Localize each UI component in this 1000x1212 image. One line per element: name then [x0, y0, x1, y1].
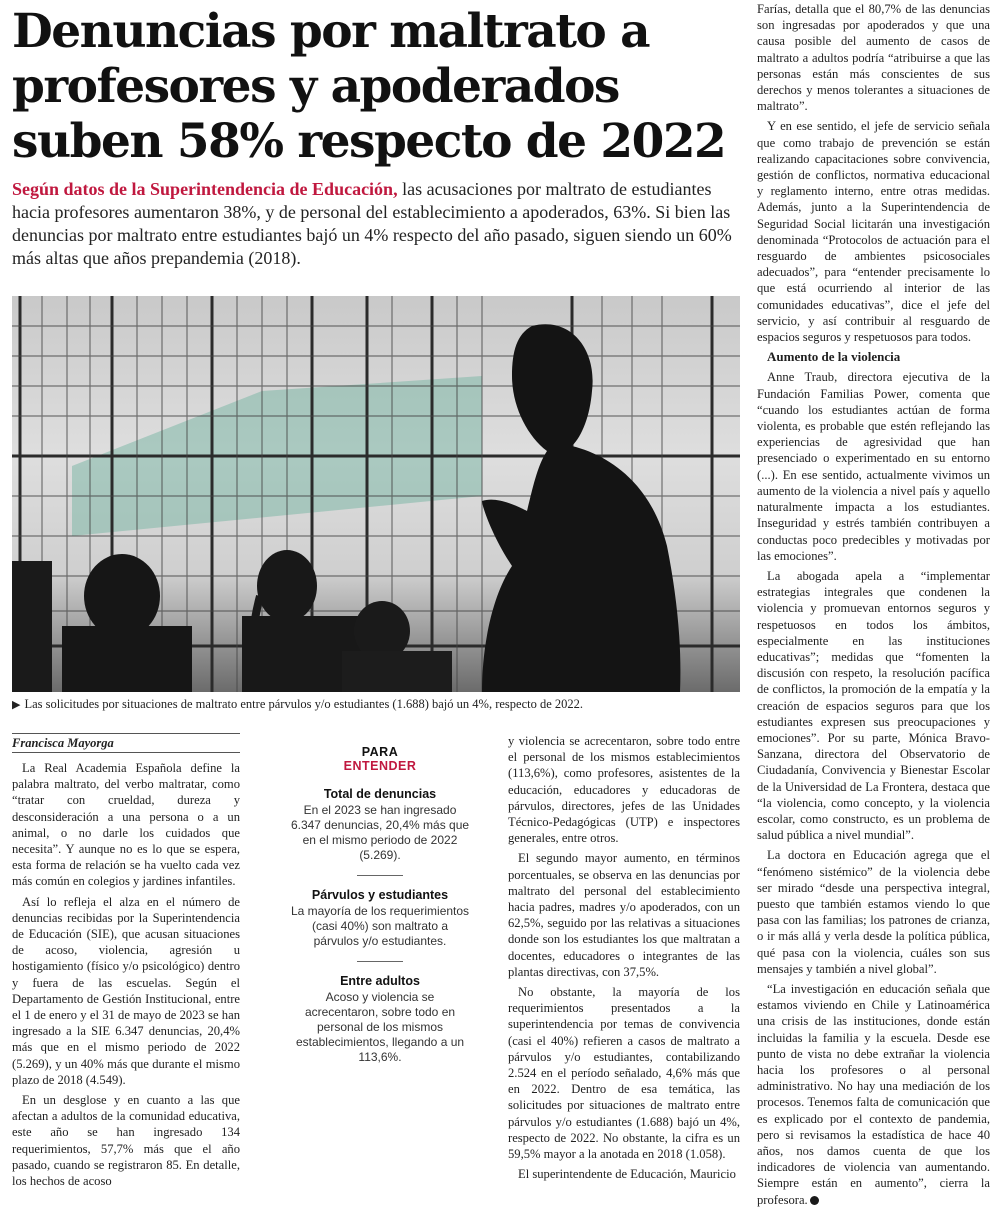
paragraph: La Real Academia Española define la palabra maltrato, del verbo maltratar, como “tratar con crueldad, dureza y desconsideración a una persona o a un animal, o no darle los cuidados que necesita”. Y aunque no es lo que se espera, esta forma de relación se ha vuelto cada vez más común en colegios y jardines infantiles. [12, 761, 240, 889]
sidebar-divider [357, 961, 403, 962]
lede [12, 178, 740, 270]
paragraph: La abogada apela a “implementar estrategias integrales que condenen la violencia y promuevan entornos seguros y respetuosos en todos los ámbitos, especialmente en las instituciones educativas”; medidas que “fomenten la discusión con respeto, la resolución pacífica de conflictos, la promoción de la empatía y la creación de espacios seguros para que los estudiantes expresen sus preocupaciones y emociones”. Por su parte, Mónica Bravo-Sanzana, directora del Observatorio de Ciudadanía, Convivencia y Bienestar Escolar de la Universidad de La Frontera, destaca que “la violencia, como concepto, y la violencia escolar, como constructo, es un problema de salud pública a nivel mundial”. [757, 568, 990, 843]
sidebar-block [290, 888, 470, 949]
section-subhead: Aumento de la violencia [767, 349, 901, 365]
paragraph: y violencia se acrecentaron, sobre todo entre el personal de los mismos establecimientos (113,6%), como profesores, asistentes de la educación, educadores y educadoras de párvulos, directores, jefes de las Unidades Técnico-Pedagógicas (UTP) e inspectores generales, entre otros. [508, 734, 740, 846]
paragraph [757, 981, 990, 1208]
paragraph: En un desglose y en cuanto a las que afectan a adultos de la comunidad educativa, este año se han ingresado 134 requerimientos, 57,7% más que el año pasado, cuando se registraron 85. En detalle, los hechos de acoso [12, 1093, 240, 1189]
paragraph-text: “La investigación en educación señala que estamos viviendo en Chile y Latinoamérica una crisis de las instituciones, donde están incluidas la familia y la escuela. Desde ese punto de vista no debe extrañar la violencia hacia los profesores o al personal administrativo. No hay una mediación de los procesos. Tenemos falta de comunicación que es explicado por el contexto de pandemia, pero si revisamos la estadística de hace 40 años, nos damos cuenta de que los indicadores de violencia van aumentando. Siempre están en aumento”, cierra la profesora. [757, 981, 990, 1207]
sidebar-block-title: Párvulos y estudiantes [311, 888, 449, 902]
sidebar-block [290, 787, 470, 863]
paragraph: El segundo mayor aumento, en términos porcentuales, se observa en las denuncias por maltrato del personal del establecimiento hacia padres, madres y/o apoderados, con un 62,5%, seguido por las relativas a situaciones donde son los estudiantes los que maltratan a docentes, educadores o integrantes de las plantas directivas, con 37,5%. [508, 851, 740, 979]
lede-text: las acusaciones por maltrato de estudiantes hacia profesores aumentaron 38%, y de personal del establecimiento a apoderados, 63%. Si bien las denuncias por maltrato entre estudiantes bajó un 4% respecto del año pasado, siguen siendo un 60% más altas que años prepandemia (2018). [12, 179, 732, 268]
sidebar-block-text: La mayoría de los requerimientos (casi 40%) son maltrato a párvulos y/o estudiantes. [290, 904, 470, 948]
paragraph: Anne Traub, directora ejecutiva de la Fundación Familias Power, comenta que “cuando los estudiantes actúan de forma violenta, es probable que estén reflejando las experiencias de agresividad que han presenciado o experimentado en su entorno (...). En ese sentido, actualmente vivimos un aumento de la violencia a nivel país y aquello naturalmente impacta a los estudiantes. Inseguridad y estrés también contribuyen a conductas poco predecibles y motivadas por las emociones”. [757, 370, 990, 563]
para-entender-box [290, 745, 470, 1077]
paragraph: Farías, detalla que el 80,7% de las denuncias son ingresadas por apoderados y que una causa posible del aumento de casos de maltrato a adultos podría “atribuirse a que las personas están más conscientes de sus derechos y menos tolerantes a situaciones de maltrato”. [757, 2, 990, 114]
caption-text: Las solicitudes por situaciones de maltrato entre párvulos y/o estudiantes (1.688) bajó un 4%, respecto de 2022. [24, 697, 584, 711]
lede-accent: Según datos de la Superintendencia de Educación, [12, 179, 398, 199]
sidebar-tag: PARA [361, 745, 399, 759]
end-of-article-icon [810, 1196, 819, 1205]
column-right [757, 1, 990, 1212]
article-photo [12, 296, 740, 692]
photo-caption [12, 696, 740, 713]
sidebar-tag-accent: ENTENDER [343, 759, 417, 773]
sidebar-block [290, 974, 470, 1065]
sidebar-block-text: Acoso y violencia se acrecentaron, sobre todo en personal de los mismos establecimientos, llegando a un 113,6%. [295, 990, 465, 1064]
byline-top-rule [12, 733, 240, 734]
headline: Denuncias por maltrato a profesores y apoderados suben 58% respecto de 2022 [12, 4, 726, 169]
byline-bottom-rule [12, 752, 240, 753]
sidebar-block-title: Entre adultos [340, 974, 420, 988]
photo-illustration [12, 296, 740, 692]
sidebar-divider [357, 875, 403, 876]
paragraph: Y en ese sentido, el jefe de servicio señala que como trabajo de prevención se están realizando capacitaciones sobre convivencia, gestión de conflictos, normativa educacional y reglamento interno, entre otras medidas. Además, junto a la Superintendencia de Seguridad Social licitarán una investigación denominada “Protocolos de actuación para el resguardo de ambientes psicosociales adecuados”, para “entender precisamente lo que está ocurriendo al interior de las comunidades educativas”, dice el jefe del servicio, y así contribuir al resguardo de espacios seguros y respetuosos para todos. [757, 119, 990, 345]
column-3 [508, 733, 740, 1186]
paragraph: La doctora en Educación agrega que el “fenómeno sistémico” de la violencia debe ser mirado “desde una perspectiva integral, puesto que también estamos viendo lo que pasa con las familias; los patrones de crianza, o ir más allá y verla desde la política pública, qué pasa con la violencia, cuáles son sus mensajes y también a nivel global”. [757, 848, 990, 976]
byline: Francisca Mayorga [12, 736, 114, 750]
photo-child-silhouette [257, 550, 317, 622]
caption-triangle-icon: ▶ [12, 699, 21, 711]
sidebar-block-title: Total de denuncias [323, 787, 437, 801]
sidebar-block-text: En el 2023 se han ingresado 6.347 denuncias, 20,4% más que en el mismo periodo de 2022 (5.269). [290, 803, 470, 862]
photo-teacher-silhouette [482, 324, 680, 692]
paragraph: No obstante, la mayoría de los requerimientos presentados a la superintendencia por temas de convivencia (casi el 40%) refieren a casos de maltrato a párvulos y/o estudiantes, contabilizando 2.524 en el período señalado, 4,6% más que en 2022. Dentro de esa temática, las solicitudes por situaciones de maltrato entre párvulos y/o estudiantes (1.688) bajó un 4%, respecto de 2022. No obstante, la cifra es un 59,5% mayor a la anotada en 2018 (1.058). [508, 985, 740, 1162]
paragraph: El superintendente de Educación, Mauricio [518, 1167, 736, 1182]
column-1 [12, 760, 240, 1193]
paragraph: Así lo refleja el alza en el número de denuncias recibidas por la Superintendencia de Educación (SIE), que acusan situaciones de acoso, violencia, agresión u hostigamiento (físico y/o psicológico) dentro y fuera de las escuelas. Según el Departamento de Gestión Institucional, entre el 1 de enero y el 31 de mayo de 2023 se han ingresado a la SIE 6.347 denuncias, 20,4% más que en el mismo periodo de 2022 (5.269), y un 40% más que durante el mismo plazo de 2018 (4.549). [12, 894, 240, 1087]
photo-child-silhouette [84, 554, 160, 638]
